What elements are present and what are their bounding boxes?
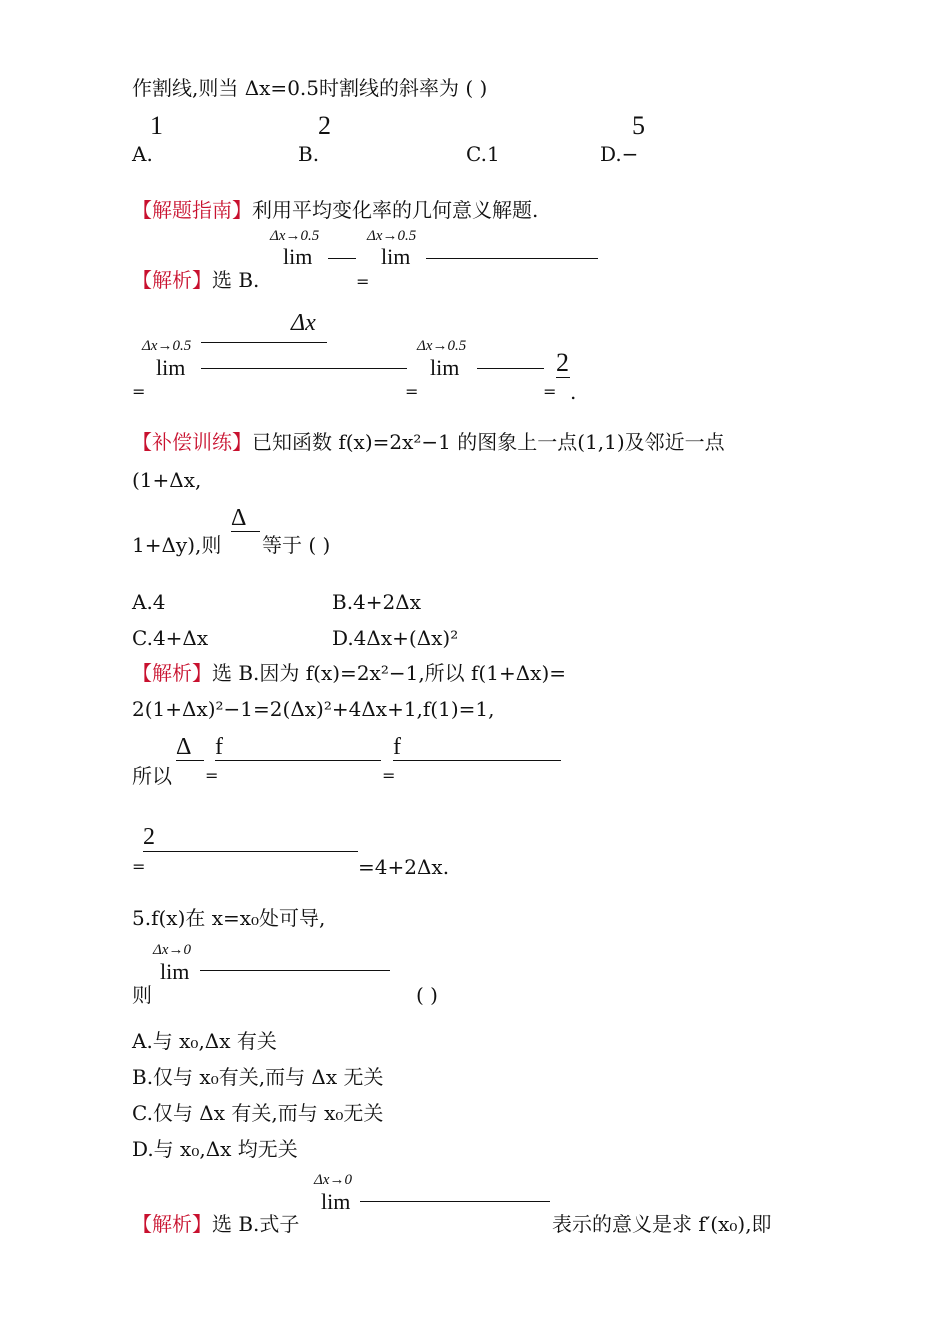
- q4-option-a-numerator: 1: [150, 111, 163, 140]
- comp-analysis-line-2: 2(1+Δx)²−1=2(Δx)²+4Δx+1,f(1)=1,: [132, 697, 495, 721]
- q5-stem: 5.f(x)在 x=x₀处可导,: [132, 906, 326, 930]
- q5-analysis-text: 选 B.式子: [212, 1212, 300, 1236]
- q5-lim: lim: [160, 959, 190, 984]
- q4-stem-end: 作割线,则当 Δx=0.5时割线的斜率为 ( ): [132, 76, 488, 100]
- comp-analysis-tag: 【解析】: [132, 661, 212, 685]
- q5-option-a: A.与 x₀,Δx 有关: [132, 1029, 277, 1053]
- guide-tag: 【解题指南】: [132, 198, 252, 222]
- suoyi-eq-2: =: [382, 766, 396, 785]
- q5-analysis-lim: lim: [321, 1189, 351, 1214]
- comp-tag: 【补偿训练】: [132, 430, 252, 454]
- equals-3: =: [405, 382, 419, 401]
- q5-option-c: C.仅与 Δx 有关,而与 x₀无关: [132, 1101, 384, 1125]
- limit-approach-3: Δx→0.5: [142, 338, 192, 354]
- fraction-bar-6: [556, 377, 570, 378]
- q4-analysis: [132, 268, 259, 292]
- q5-analysis-limit-approach: Δx→0: [314, 1172, 352, 1188]
- suoyi-bar-2: [215, 760, 381, 761]
- q5-analysis-fraction-bar: [360, 1201, 550, 1202]
- fraction-bar-3: [201, 342, 327, 343]
- q4-option-d-label: D.−: [600, 142, 639, 166]
- q5-limit-approach: Δx→0: [153, 942, 191, 958]
- comp-option-a: A.4: [132, 590, 166, 614]
- suoyi-label: 所以: [132, 764, 172, 788]
- suoyi-bar-1: [176, 760, 204, 761]
- analysis-text: 选 B.: [212, 268, 260, 292]
- comp-analysis-text: 选 B.因为 f(x)=2x²−1,所以 f(1+Δx)=: [212, 661, 567, 685]
- limit-approach-1: Δx→0.5: [270, 228, 320, 244]
- suoyi-eq-1: =: [205, 766, 219, 785]
- q5-option-d: D.与 x₀,Δx 均无关: [132, 1137, 298, 1161]
- q5-option-b: B.仅与 x₀有关,而与 Δx 无关: [132, 1065, 384, 1089]
- comp-line-2: (1+Δx,: [132, 468, 202, 492]
- lim-4: lim: [430, 355, 460, 380]
- analysis-tag: 【解析】: [132, 268, 212, 292]
- comp-analysis-line-1: [132, 661, 566, 685]
- fraction-bar-2: [426, 258, 598, 259]
- result-numerator: 2: [556, 348, 569, 377]
- equals-1: =: [356, 272, 370, 291]
- comp-line1-text: 已知函数 f(x)=2x²−1 的图象上一点(1,1)及邻近一点: [252, 430, 725, 454]
- comp-option-c: C.4+Δx: [132, 626, 209, 650]
- guide-text: 利用平均变化率的几何意义解题.: [252, 198, 539, 222]
- limit-approach-4: Δx→0.5: [417, 338, 467, 354]
- q4-guide: [132, 198, 538, 222]
- delta-x-numerator: Δx: [291, 310, 316, 336]
- final-result: =4+2Δx.: [358, 855, 450, 879]
- q5-answer-paren: ( ): [416, 983, 438, 1007]
- suoyi-f-2: f: [393, 734, 401, 760]
- limit-approach-2: Δx→0.5: [367, 228, 417, 244]
- result-period: .: [570, 380, 577, 404]
- suoyi-f-1: f: [215, 734, 223, 760]
- q4-option-c: C.1: [466, 142, 500, 166]
- q5-ze: 则: [132, 983, 152, 1007]
- final-bar: [143, 851, 358, 852]
- comp-line-1: [132, 430, 725, 454]
- q5-analysis-start: [132, 1212, 299, 1236]
- suoyi-bar-3: [393, 760, 561, 761]
- comp-option-d: D.4Δx+(Δx)²: [332, 626, 459, 650]
- lim-3: lim: [156, 355, 186, 380]
- q4-option-a-label: A.: [132, 142, 153, 166]
- q4-option-d-numerator: 5: [632, 111, 645, 140]
- final-numerator: 2: [143, 824, 155, 850]
- final-eq: =: [132, 857, 146, 876]
- equals-4: =: [543, 382, 557, 401]
- comp-fraction-bar: [231, 531, 260, 532]
- q5-analysis-tag: 【解析】: [132, 1212, 212, 1236]
- fraction-bar-5: [477, 368, 544, 369]
- fraction-bar-4: [201, 368, 407, 369]
- comp-delta-numerator: Δ: [231, 505, 247, 531]
- suoyi-delta: Δ: [176, 734, 192, 760]
- comp-option-b: B.4+2Δx: [332, 590, 421, 614]
- comp-line-3-start: 1+Δy),则: [132, 533, 222, 557]
- equals-2: =: [132, 382, 146, 401]
- comp-line-3-end: 等于 ( ): [262, 533, 331, 557]
- lim-2: lim: [381, 244, 411, 269]
- q5-fraction-bar: [200, 970, 390, 971]
- lim-1: lim: [283, 244, 313, 269]
- fraction-bar-1: [328, 258, 356, 259]
- q4-option-b-numerator: 2: [318, 111, 331, 140]
- q5-analysis-end: 表示的意义是求 f′(x₀),即: [552, 1212, 772, 1236]
- q4-option-b-label: B.: [298, 142, 320, 166]
